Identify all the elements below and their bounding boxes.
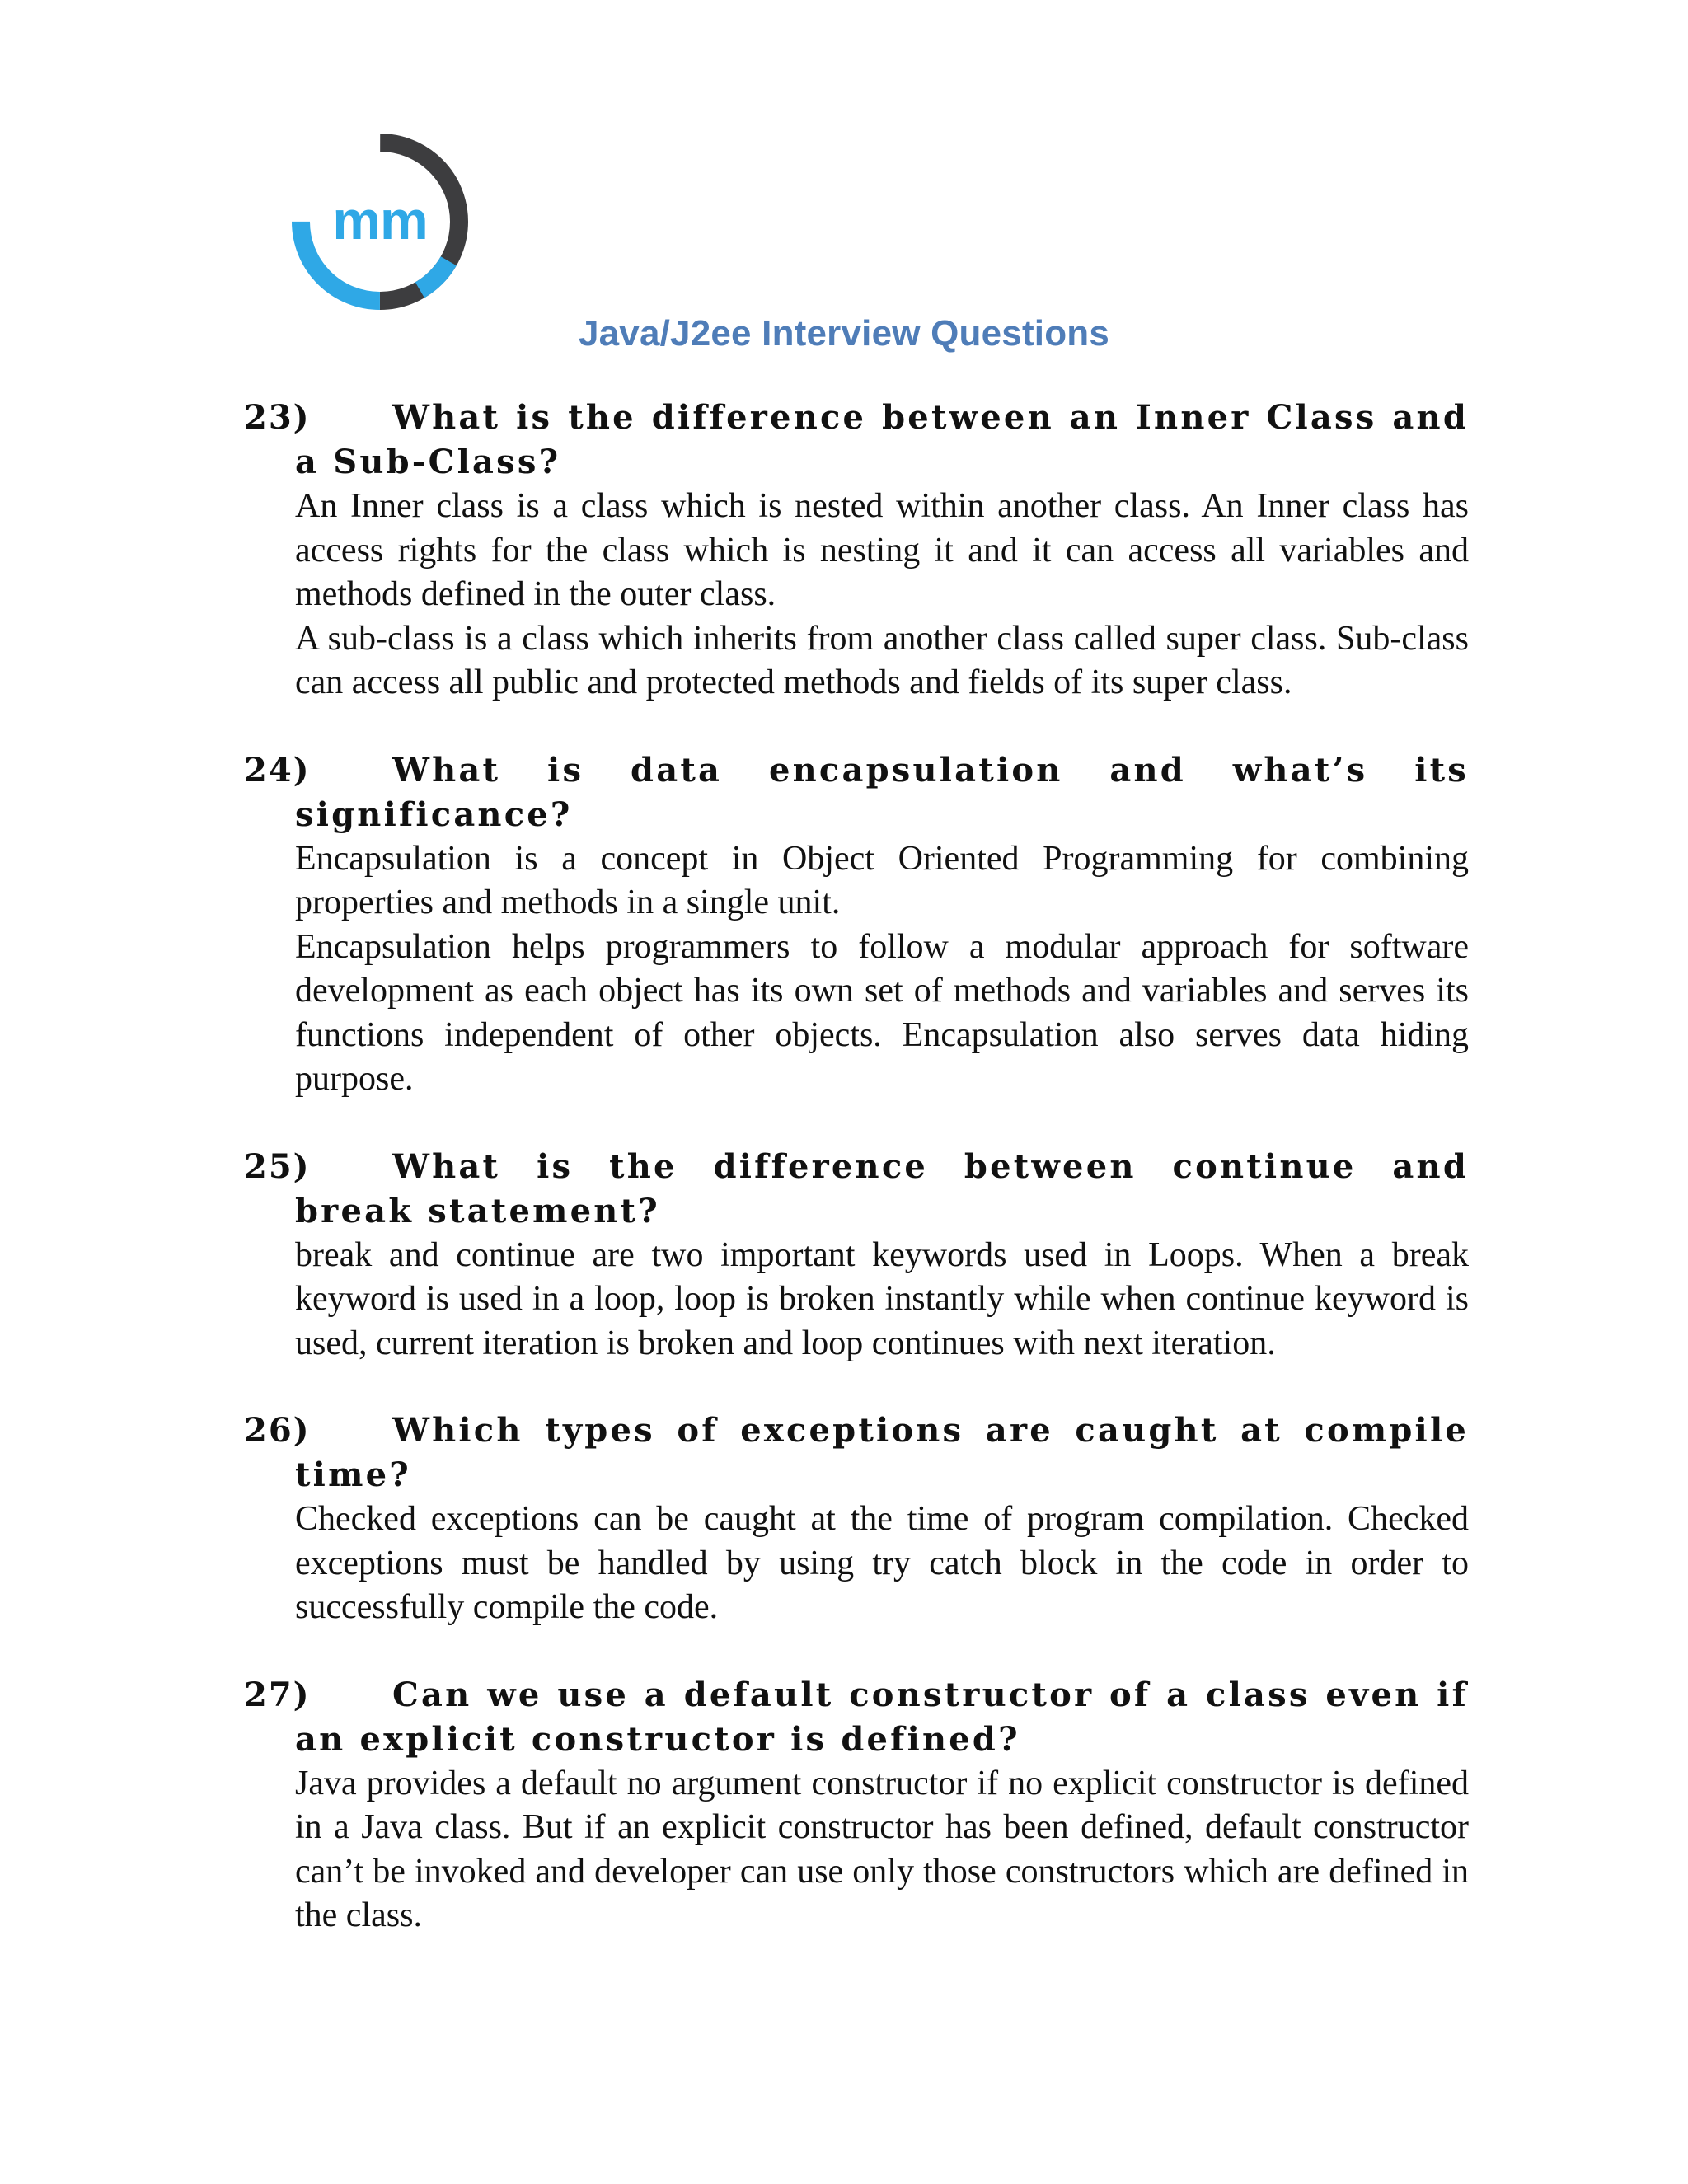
- question-number: 26): [244, 1411, 311, 1450]
- answer-paragraph: A sub-class is a class which inherits from another class called super class. Sub-class can access all public and protected methods and fields of its super class.: [295, 619, 1469, 701]
- answer-text: [244, 1497, 1469, 1630]
- question-heading: [244, 748, 1469, 837]
- question-heading: [244, 396, 1469, 485]
- question-number: 27): [244, 1675, 311, 1714]
- question-block-26: [244, 1408, 1469, 1630]
- answer-text: [244, 837, 1469, 1102]
- document-title: Java/J2ee Interview Questions: [578, 313, 1110, 354]
- question-block-27: [244, 1673, 1469, 1938]
- answer-paragraph: Encapsulation helps programmers to follow a modular approach for software development as each object has its own set of methods and variables and serves its functions independent of other objects. Encapsulation also serves data hiding purpose.: [295, 927, 1469, 1098]
- question-text: What is the difference between continue and break statement?: [295, 1146, 1469, 1230]
- questions-list: [244, 396, 1469, 1981]
- question-heading: [244, 1673, 1469, 1762]
- answer-text: [244, 1234, 1469, 1366]
- question-number: 24): [244, 750, 311, 790]
- answer-paragraph: Checked exceptions can be caught at the time of program compilation. Checked exceptions must be handled by using try catch block in the code in order to successfully compile the code.: [295, 1500, 1469, 1626]
- answer-paragraph: Encapsulation is a concept in Object Oriented Programming for combining properties and methods in a single unit.: [295, 839, 1469, 921]
- answer-text: [244, 485, 1469, 705]
- question-block-24: [244, 748, 1469, 1102]
- question-heading: [244, 1145, 1469, 1234]
- logo-text: mm: [332, 190, 428, 251]
- answer-text: [244, 1762, 1469, 1938]
- question-heading: [244, 1408, 1469, 1497]
- question-text: What is data encapsulation and what’s its significance?: [295, 750, 1469, 834]
- question-block-23: [244, 396, 1469, 705]
- question-number: 25): [244, 1146, 311, 1186]
- question-text: What is the difference between an Inner Class and a Sub-Class?: [295, 398, 1469, 481]
- answer-paragraph: Java provides a default no argument constructor if no explicit constructor is defined in a Java class. But if an explicit constructor has been defined, default constructor can’t be invoked and developer can use only those constructors which are defined in the class.: [295, 1764, 1469, 1934]
- company-logo: [288, 130, 471, 313]
- question-text: Can we use a default constructor of a class even if an explicit constructor is defined?: [295, 1675, 1469, 1759]
- answer-paragraph: An Inner class is a class which is nested within another class. An Inner class has access rights for the class which is nesting it and it can access all variables and methods defined in the outer class.: [295, 487, 1469, 613]
- question-block-25: [244, 1145, 1469, 1366]
- answer-paragraph: break and continue are two important keywords used in Loops. When a break keyword is used in a loop, loop is broken instantly while when continue keyword is used, current iteration is broken and loop continues with next iteration.: [295, 1235, 1469, 1362]
- question-number: 23): [244, 398, 311, 437]
- question-text: Which types of exceptions are caught at compile time?: [295, 1411, 1469, 1494]
- mm-logo-icon: [288, 130, 471, 313]
